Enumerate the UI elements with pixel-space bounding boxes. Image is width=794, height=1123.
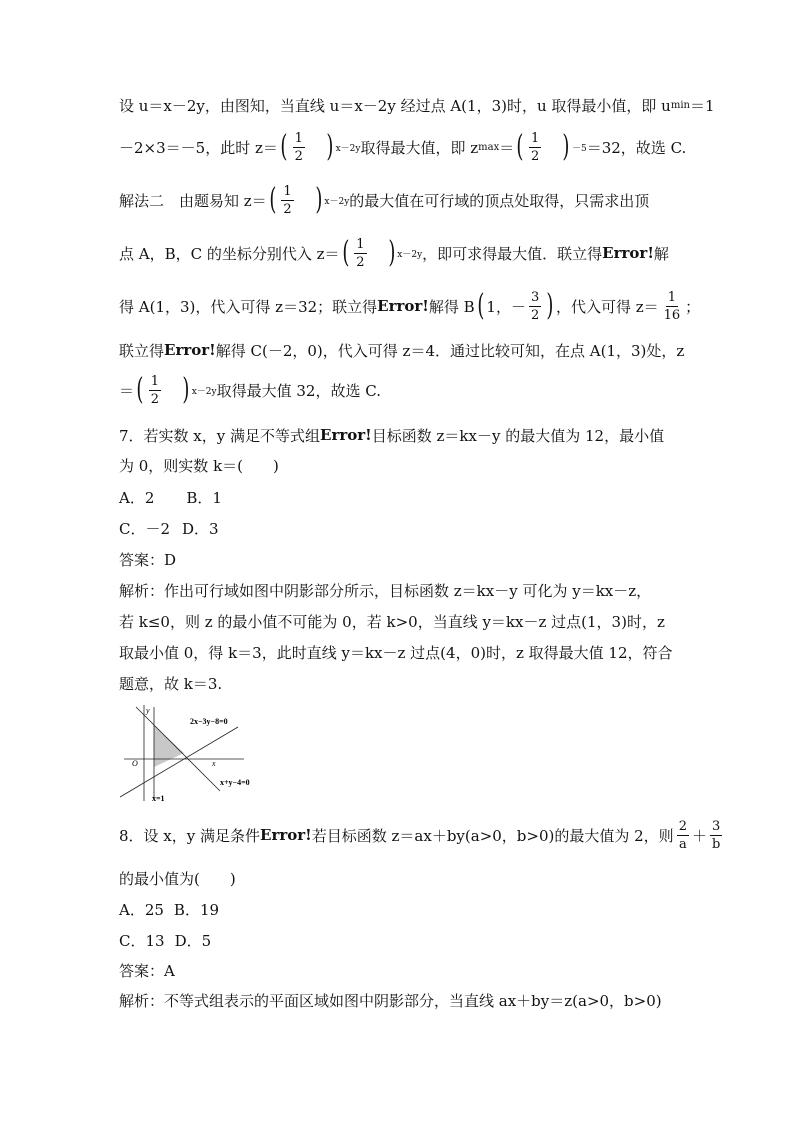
feasible-region-figure	[118, 703, 278, 803]
option-a: A．2	[119, 488, 155, 507]
text: 若目标函数 z＝ax＋by(a>0，b>0)的最大值为 2，则	[311, 826, 674, 845]
left-paren: (	[136, 372, 144, 407]
error-marker: Error!	[164, 341, 216, 359]
numerator: 1	[283, 183, 292, 199]
fraction-half	[293, 132, 305, 163]
right-paren: )	[182, 372, 190, 407]
option-c: C．13	[119, 931, 165, 950]
text: 得 A(1，3)，代入可得 z＝32；联立得	[119, 297, 378, 316]
text: 解析：作出可行域如图中阴影部分所示，目标函数 z＝kx－y 可化为 y＝kx－z，	[119, 581, 652, 600]
option-d: D．5	[174, 931, 212, 950]
denominator: 16	[663, 307, 681, 323]
denominator: b	[711, 836, 721, 852]
fraction-3-over-b	[710, 820, 722, 851]
right-paren: )	[326, 129, 334, 164]
text: 答案：D	[119, 550, 177, 569]
exponent: x－2y	[397, 249, 423, 260]
text: 答案：A	[119, 961, 175, 980]
subscript: max	[478, 141, 500, 153]
text: 点 A，B，C 的坐标分别代入 z＝	[119, 244, 340, 263]
text: ＝	[499, 138, 515, 157]
numerator: 3	[712, 818, 721, 834]
q8-explanation-line1	[119, 980, 662, 1020]
option-b: B．19	[173, 900, 220, 919]
denominator: 2	[294, 148, 303, 164]
text: 1，－	[486, 297, 526, 316]
option-d: D．3	[182, 519, 219, 538]
fraction-2-over-a	[677, 820, 689, 851]
exponent: x－2y	[335, 143, 361, 154]
fraction-one-sixteenth	[662, 291, 683, 322]
text: 取得最大值 32，故选 C.	[216, 381, 381, 400]
q8-stem-line1	[119, 815, 725, 855]
solution2-line3	[119, 286, 700, 326]
left-paren: (	[341, 235, 349, 270]
text: 解得 C(－2，0)，代入可得 z＝4．通过比较可知，在点 A(1，3)处，z	[215, 341, 685, 360]
solution2-line1	[119, 180, 649, 220]
text: 目标函数 z＝kx－y 的最大值为 12，最小值	[371, 426, 665, 445]
numerator: 1	[294, 130, 303, 146]
denominator: 2	[356, 254, 365, 270]
text: ＝32，故选 C.	[586, 138, 687, 157]
denominator: 2	[283, 201, 292, 217]
text: 解法二 由题易知 z＝	[119, 191, 267, 210]
left-paren: (	[477, 288, 485, 323]
option-a: A．25	[119, 900, 164, 919]
text: 取得最大值，即 z	[360, 138, 479, 157]
right-paren: )	[387, 235, 395, 270]
line3-label: x=1	[152, 794, 165, 803]
text: 8．设 x，y 满足条件	[119, 826, 261, 845]
solution2-line2	[119, 233, 669, 273]
numerator: 2	[678, 818, 687, 834]
denominator: 2	[530, 148, 540, 164]
right-paren: )	[562, 129, 570, 164]
left-paren: (	[516, 129, 524, 164]
text: ＝1	[689, 96, 715, 115]
text: ，代入可得 z＝	[555, 297, 659, 316]
text: ＝	[119, 381, 135, 400]
denominator: 2	[530, 307, 540, 323]
right-paren: )	[546, 288, 554, 323]
error-marker: Error!	[602, 244, 654, 262]
text: 联立得	[119, 341, 165, 360]
text: ，即可求得最大值．联立得	[422, 244, 603, 263]
text: 的最大值在可行域的顶点处取得，只需求出顶	[349, 191, 650, 210]
numerator: 1	[150, 373, 160, 389]
error-marker: Error!	[260, 826, 312, 844]
option-b: B．1	[186, 488, 222, 507]
line1-label: 2x−3y−8=0	[190, 717, 228, 726]
text: 解得 B	[428, 297, 475, 316]
fraction-half	[281, 185, 293, 216]
solution1-line1	[119, 85, 715, 125]
exponent: －5	[571, 143, 587, 154]
left-paren: (	[269, 182, 277, 217]
option-c: C．－2	[119, 519, 171, 538]
error-marker: Error!	[377, 297, 429, 315]
origin-label: O	[132, 759, 138, 768]
text: 题意，故 k＝3.	[119, 674, 223, 693]
text: ＋	[691, 826, 707, 845]
solution2-line4	[119, 330, 684, 370]
fraction-half	[149, 375, 161, 406]
solution2-line5	[119, 370, 381, 410]
text: 7．若实数 x，y 满足不等式组	[119, 426, 321, 445]
subscript: min	[670, 99, 690, 111]
fraction-three-halves	[529, 291, 541, 322]
text: 设 u＝x－2y，由图知，当直线 u＝x－2y 经过点 A(1，3)时，u 取得最小值，即 u	[119, 96, 671, 115]
right-paren: )	[315, 182, 323, 217]
text: 解析：不等式组表示的平面区域如图中阴影部分，当直线 ax＋by＝z(a>0，b>0)	[119, 991, 662, 1010]
numerator: 3	[530, 289, 540, 305]
y-label: y	[146, 706, 150, 715]
fraction-half	[529, 132, 541, 163]
numerator: 1	[667, 289, 677, 305]
exponent: x－2y	[191, 386, 217, 397]
text: －2×3＝－5，此时 z＝	[119, 138, 278, 157]
line2-label: x+y−4=0	[220, 778, 250, 787]
text: 若 k≤0，则 z 的最小值不可能为 0，若 k>0，当直线 y＝kx－z 过点(1，3)时，z	[119, 612, 665, 631]
text: ；	[685, 297, 701, 316]
fraction-half	[354, 238, 366, 269]
exponent: x－2y	[324, 196, 350, 207]
denominator: 2	[150, 391, 160, 407]
text: 解	[653, 244, 669, 263]
shaded-region	[154, 725, 184, 767]
error-marker: Error!	[320, 426, 372, 444]
numerator: 1	[530, 130, 540, 146]
text: 取最小值 0，得 k＝3，此时直线 y＝kx－z 过点(4，0)时，z 取得最大值 12，符合	[119, 643, 673, 662]
text: 为 0，则实数 k＝( )	[119, 456, 279, 475]
numerator: 1	[356, 236, 365, 252]
left-paren: (	[280, 129, 288, 164]
text: 的最小值为( )	[119, 869, 236, 888]
x-label: x	[212, 759, 216, 768]
q7-explanation-line4	[119, 663, 222, 703]
denominator: a	[678, 836, 687, 852]
solution1-line2	[119, 127, 686, 167]
